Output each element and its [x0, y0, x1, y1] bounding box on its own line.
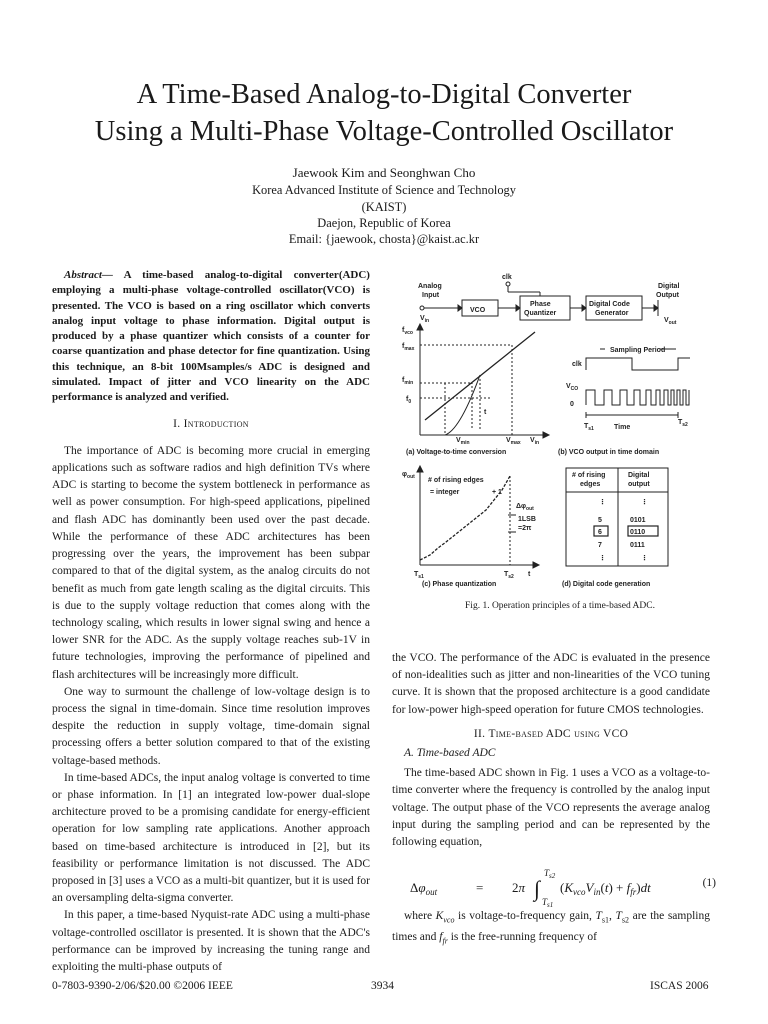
fig-analog-1: Analog: [418, 283, 442, 290]
intro-paragraph-4: In this paper, a time-based Nyquist-rate ADC using a multi-phase voltage-controlled oscillator is presented. It is shown that the ADC's performance can be improved by increasing the tuning range and exploiting the multi-phase outputs of: [52, 909, 370, 973]
abstract-label: Abstract—: [64, 269, 113, 281]
fig-vout: $V_{out}$: [664, 317, 677, 326]
figure-1: [400, 270, 720, 620]
fig-col-digital-2: output: [628, 481, 650, 488]
intro-paragraph-3: In time-based ADCs, the input analog voltage is converted to time or phase information. In [1] an integrated low-power dual-slope architecture proved to be a promising candidate for energy-efficient operation for low sampling rate applications. Another approach based on time-based architecture is introduced in [2], but its feasibility or performance limitation is not discussed. The ADC proposed in [3] uses a VCO as a multi-bit quantizer, but it is used for an oversampling delta-sigma converter.: [52, 771, 370, 905]
fig-rising-edges: # of rising edges: [428, 477, 484, 484]
paper-title: [0, 76, 768, 150]
svg-text:∫: ∫: [534, 876, 541, 901]
fig-d0111: 0111: [630, 542, 645, 549]
svg-text:⋮: ⋮: [641, 499, 648, 506]
fig-cap-a: (a) Voltage-to-time conversion: [406, 449, 507, 456]
fig-dcg-1: Digital Code: [589, 301, 630, 308]
page-number: 3934: [371, 980, 394, 992]
fig-vco-block: VCO: [470, 307, 486, 314]
fig-cap-d: (d) Digital code generation: [562, 581, 651, 588]
fig-col-rising-2: edges: [580, 481, 601, 488]
fig-r7: 7: [598, 542, 602, 549]
fig-fmin: $f_{min}$: [402, 377, 414, 386]
fig-vmax: $V_{max}$: [506, 437, 521, 446]
svg-text:⋮: ⋮: [641, 555, 648, 562]
svg-text:=: =: [476, 880, 484, 895]
fig-input-node: [420, 306, 424, 310]
fig-do-2: Output: [656, 292, 679, 299]
fig-ts2: $T_{s2}$: [678, 419, 688, 428]
fig-integer-eq: = integer: [430, 489, 460, 496]
address: Daejon, Republic of Korea: [317, 216, 451, 230]
figure-1-caption: Fig. 1. Operation principles of a time-based ADC.: [465, 601, 655, 611]
svg-text:Ts2: $T_{s2}$: [544, 868, 556, 880]
fig-d0110: 0110: [630, 529, 646, 536]
fig-dcg-2: Generator: [595, 310, 629, 317]
fig-phi-out: $\varphi_{out}$: [402, 471, 415, 480]
section-1-heading: I. Introduction: [173, 417, 249, 430]
right-continuation: the VCO. The performance of the ADC is evaluated in the presence of non-idealities such as jitter and non-linearities of the VCO tuning curve. It is shown that the proposed architecture is a good candidate for low-power high-speed operation for future CMOS technologies.: [392, 652, 710, 716]
svg-text:⋮: ⋮: [599, 499, 606, 506]
left-column: [52, 268, 370, 976]
fig-lsb1: 1LSB: [518, 516, 536, 523]
fig-lsb2: =2π: [518, 525, 532, 532]
abstract-text: A time-based analog-to-digital converter(ADC) employing a multi-phase voltage-controlled oscillator(VCO) is presented. The VCO is based on a ring oscillator which converts analog input voltage to phase information. Digital output is produced by a phase quantizer which consists of a counter for coarse quantization and phase detector for fine quantization. Using this technique, an 8-bit 100Msamples/s ADC is designed and simulated. Impact of jitter and VCO linearity on the ADC performance is analyzed and verified.: [52, 269, 370, 404]
svg-text:Δφout: $\Delta\varphi_{out}$: [410, 880, 438, 897]
section-2-heading: II. Time-based ADC using VCO: [473, 727, 629, 740]
affiliation: Korea Advanced Institute of Science and Technology: [252, 183, 516, 197]
email: Email: {jaewook, chosta}@kaist.ac.kr: [288, 232, 480, 246]
equation-number: (1): [702, 877, 716, 889]
fig-d0101: 0101: [630, 517, 646, 524]
svg-text:Ts1: $T_{s1}$: [542, 897, 554, 908]
fig-pq-1: Phase: [530, 301, 551, 308]
fig-vin-axis: $V_{in}$: [530, 437, 540, 446]
fig-clk2: clk: [572, 361, 582, 368]
fig-vin: $V_{in}$: [420, 315, 430, 324]
fig-col-rising-1: # of rising: [572, 472, 606, 479]
fig-cap-b: (b) VCO output in time domain: [558, 449, 660, 456]
where-paragraph: where $K_{vco}$ is voltage-to-frequency gain, $T_{s1}$, $T_{s2}$ are the sampling times and $f_{fr}$ is the free-running frequency of: [392, 910, 710, 945]
title-line-2: Using a Multi-Phase Voltage-Controlled Oscillator: [94, 116, 674, 147]
figure-1-diagram: [400, 270, 720, 600]
fig-f0: $f_0$: [406, 396, 412, 405]
footer-copyright: 0-7803-9390-2/06/$20.00 ©2006 IEEE: [52, 980, 233, 992]
fig-plus-one: + 1: [492, 489, 502, 496]
section-2a-paragraph: The time-based ADC shown in Fig. 1 uses a VCO as a voltage-to-time converter where the frequency is controlled by the analog input voltage. The output phase of the VCO represents the average analog input during the sampling period and can be represented by the following equation,: [392, 767, 710, 849]
intro-paragraph-1: The importance of ADC is becoming more crucial in emerging applications such as software radios and high definition TVs where ADC is starting to become the system bottleneck in performance as well as power consumption. For high-speed applications, pipelined and flash ADC has dominantly been used over the past decade. While the performance of these ADC architectures has been progressing over the years, the improvement has been subpar compared to that of the digital system, as the analog circuits do not benefit as much from gate length scaling as the digital circuits. This is due to the supply voltage reduction that comes along with the technology scaling, which results in lower signal swing and hence a lower SNR for the ADC. As the supply voltage reaches sub-1V in future technologies, improving the performance of pipelined and flash architectures will be increasingly more difficult.: [52, 444, 370, 681]
fig-ts2-c: $T_{s2}$: [504, 571, 514, 580]
fig-ts1: $T_{s1}$: [584, 423, 594, 432]
footer-conference: ISCAS 2006: [650, 980, 709, 992]
fig-cap-c: (c) Phase quantization: [422, 581, 497, 588]
fig-r5: 5: [598, 517, 602, 524]
fig-fvco: $f_{vco}$: [402, 327, 413, 336]
fig-dphi-out: $\Delta\varphi_{out}$: [516, 503, 534, 512]
subsection-a-heading: A. Time-based ADC: [404, 747, 496, 760]
fig-clk: clk: [502, 274, 512, 281]
intro-paragraph-2: One way to surmount the challenge of low-voltage design is to process the signal in time-domain. Since time resolution improves despite the reduction in supply voltage, time-domain signal processing offers a better solution compared to that of the existing voltage-based methods.: [52, 685, 370, 767]
fig-vmin: $V_{min}$: [456, 437, 470, 446]
equation-1-render: [410, 868, 716, 908]
fig-col-digital-1: Digital: [628, 472, 650, 479]
svg-text:2π: 2π: [512, 880, 526, 895]
fig-t-c: t: [528, 571, 531, 578]
equation-1: [410, 868, 716, 908]
authors: Jaewook Kim and Seonghwan Cho: [292, 165, 476, 180]
affiliation-abbrev: (KAIST): [361, 200, 407, 214]
fig-fmax: $f_{max}$: [402, 343, 415, 352]
fig-zero: 0: [570, 401, 574, 408]
fig-time: Time: [614, 424, 631, 431]
right-column-end: [392, 908, 710, 949]
fig-pq-2: Quantizer: [524, 310, 557, 317]
right-column: [392, 650, 710, 851]
fig-vco-axis: $V_{CO}$: [566, 383, 579, 392]
title-line-1: A Time-Based Analog-to-Digital Converter: [136, 79, 632, 110]
fig-analog-2: Input: [422, 292, 440, 299]
fig-ts1-c: $T_{s1}$: [414, 571, 424, 580]
svg-text:⋮: ⋮: [599, 555, 606, 562]
svg-text:(KvcoVin(t) + ffr)dt: $(K_{vco}V_{in}(t) + f_{fr})dt$: [560, 880, 651, 897]
fig-sampling-period: Sampling Period: [610, 347, 666, 354]
fig-r6: 6: [598, 529, 602, 536]
abstract: [52, 268, 370, 406]
fig-do-1: Digital: [658, 283, 680, 290]
fig-t: t: [484, 409, 487, 416]
